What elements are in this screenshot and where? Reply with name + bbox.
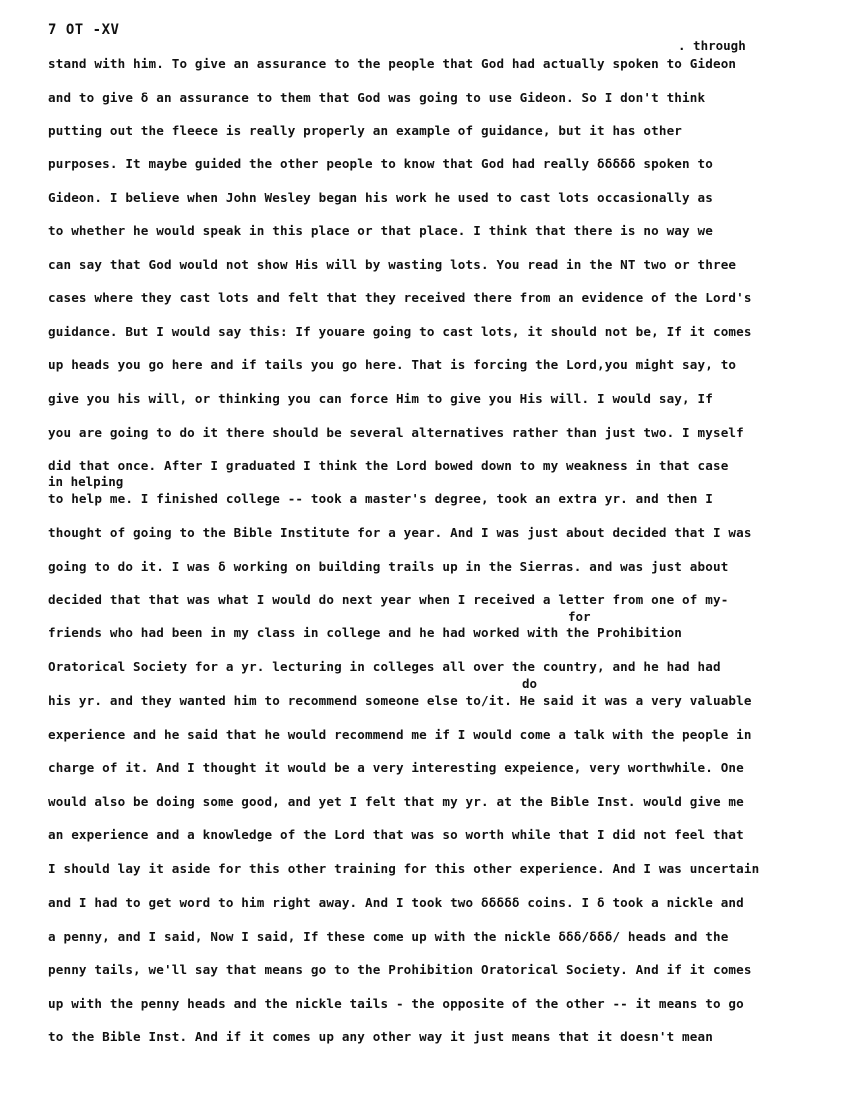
text-line: purposes. It maybe guided the other people to know that God had really ẟẟẟẟẟ spoken to	[48, 156, 713, 171]
text-line: would also be doing some good, and yet I felt that my yr. at the Bible Inst. would give me	[48, 794, 744, 809]
text-line: can say that God would not show His will by wasting lots. You read in the NT two or three	[48, 257, 737, 272]
text-line: penny tails, we'll say that means go to the Prohibition Oratorical Society. And if it comes	[48, 962, 752, 977]
text-line: charge of it. And I thought it would be a very interesting expeience, very worthwhile. One	[48, 760, 744, 775]
text-line: friends who had been in my class in college and he had worked with the Prohibition	[48, 625, 683, 640]
text-line: Oratorical Society for a yr. lecturing in colleges all over the country, and he had had	[48, 659, 721, 674]
text-line: to help me. I finished college -- took a master's degree, took an extra yr. and then I	[48, 491, 713, 506]
text-line: you are going to do it there should be several alternatives rather than just two. I myself	[48, 425, 744, 440]
text-line: and I had to get word to him right away. And I took two ẟẟẟẟẟ coins. I ẟ took a nickle and	[48, 895, 744, 910]
text-line: going to do it. I was ẟ working on building trails up in the Sierras. and was just about	[48, 559, 729, 574]
text-line: to the Bible Inst. And if it comes up any other way it just means that it doesn't mean	[48, 1029, 713, 1044]
page-header: 7 OT -XV	[48, 22, 120, 38]
text-line: up heads you go here and if tails you go here. That is forcing the Lord,you might say, to	[48, 357, 737, 372]
text-line: experience and he said that he would recommend me if I would come a talk with the people in	[48, 727, 752, 742]
text-line: and to give ẟ an assurance to them that God was going to use Gideon. So I don't think	[48, 90, 706, 105]
text-line: thought of going to the Bible Institute for a year. And I was just about decided that I was	[48, 525, 752, 540]
text-line: I should lay it aside for this other training for this other experience. And I was uncertain	[48, 861, 760, 876]
text-line: an experience and a knowledge of the Lord that was so worth while that I did not feel that	[48, 827, 744, 842]
text-line: to whether he would speak in this place or that place. I think that there is no way we	[48, 223, 713, 238]
insertion-do: do	[522, 676, 538, 691]
text-line: give you his will, or thinking you can force Him to give you His will. I would say, If	[48, 391, 713, 406]
text-line: his yr. and they wanted him to recommend someone else to/it. He said it was a very valuable	[48, 693, 752, 708]
insertion-in-helping: in helping	[48, 474, 124, 489]
text-line: up with the penny heads and the nickle tails - the opposite of the other -- it means to go	[48, 996, 744, 1011]
text-line: Gideon. I believe when John Wesley began his work he used to cast lots occasionally as	[48, 190, 713, 205]
text-line: a penny, and I said, Now I said, If these come up with the nickle ẟẟẟ/ẟẟẟ/ heads and the	[48, 929, 729, 944]
insertion-through: . through	[678, 38, 746, 53]
text-line: cases where they cast lots and felt that they received there from an evidence of the Lord's	[48, 290, 752, 305]
text-line: did that once. After I graduated I think the Lord bowed down to my weakness in that case	[48, 458, 729, 473]
text-line: decided that that was what I would do next year when I received a letter from one of my-	[48, 592, 729, 607]
text-line: guidance. But I would say this: If youare going to cast lots, it should not be, If it comes	[48, 324, 752, 339]
text-line: stand with him. To give an assurance to the people that God had actually spoken to Gideon	[48, 56, 737, 71]
insertion-for: for	[568, 609, 591, 624]
text-line: putting out the fleece is really properly an example of guidance, but it has other	[48, 123, 683, 138]
